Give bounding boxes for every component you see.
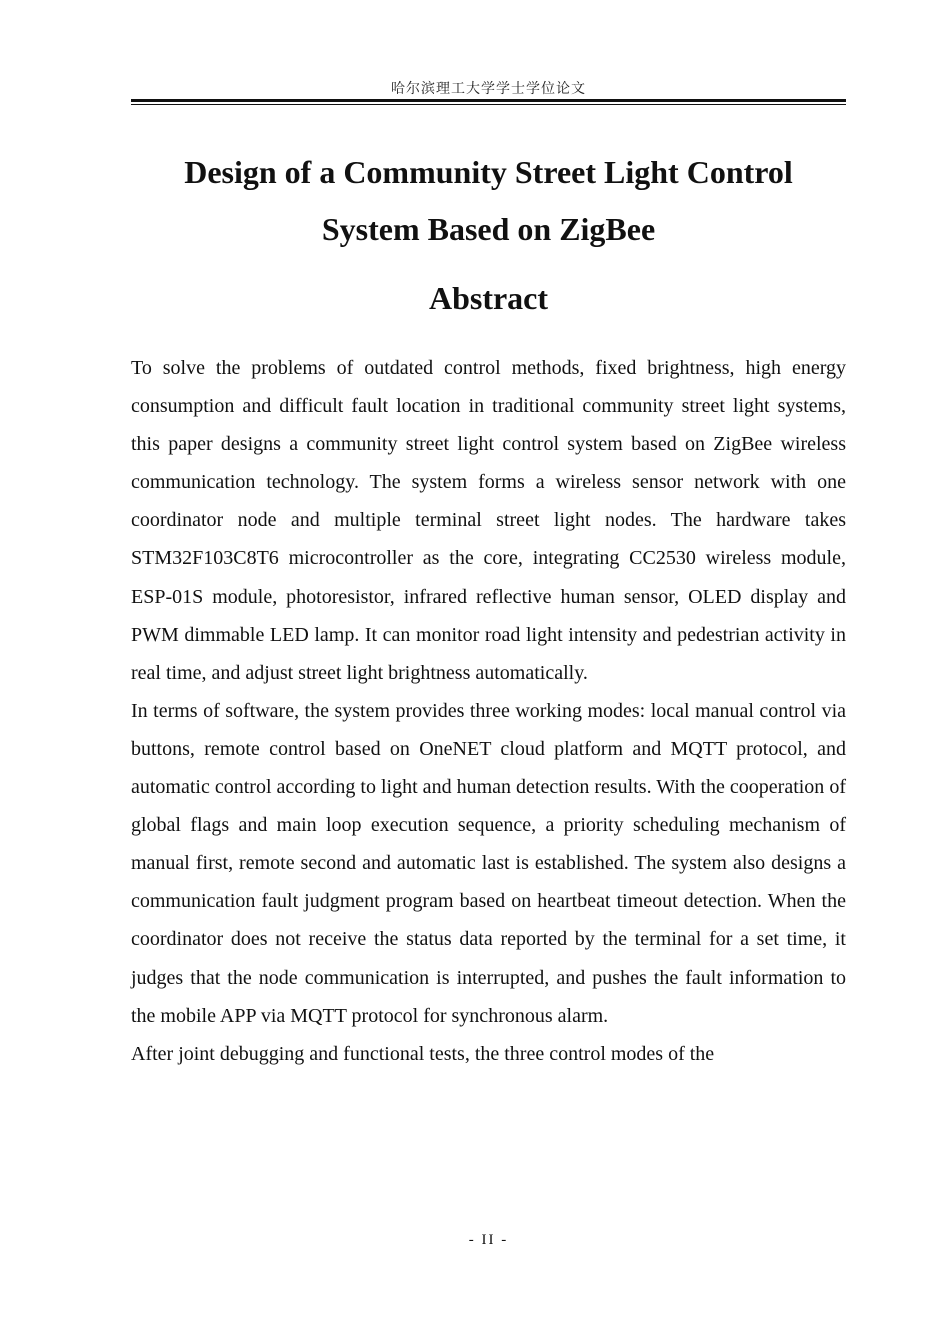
thesis-title-line1: Design of a Community Street Light Control	[184, 154, 793, 190]
abstract-body	[131, 349, 846, 1073]
thesis-title	[131, 144, 846, 258]
header-rule-thin	[131, 104, 846, 105]
thesis-title-line2: System Based on ZigBee	[321, 211, 656, 247]
abstract-paragraph-2: In terms of software, the system provides three working modes: local manual control via buttons, remote control based on OneNET cloud platform and MQTT protocol, and automatic control according to light and human detection results. With the cooperation of global flags and main loop execution sequence, a priority scheduling mechanism of manual first, remote second and automatic last is established. The system also designs a communication fault judgment program based on heartbeat timeout detection. When the coordinator does not receive the status data reported by the terminal for a set time, it judges that the node communication is interrupted, and pushes the fault information to the mobile APP via MQTT protocol for synchronous alarm.	[131, 699, 846, 1027]
header-rule-thick	[131, 99, 846, 102]
abstract-paragraph-3: After joint debugging and functional tests, the three control modes of the	[131, 1042, 715, 1065]
page-number: - II -	[468, 1232, 509, 1248]
abstract-heading: Abstract	[428, 280, 549, 316]
running-header: 哈尔滨理工大学学士学位论文	[391, 81, 586, 97]
abstract-paragraph-1: To solve the problems of outdated control methods, fixed brightness, high energy consumption and difficult fault location in traditional community street light systems, this paper designs a community street light control system based on ZigBee wireless communication technology. The system forms a wireless sensor network with one coordinator node and multiple terminal street light nodes. The hardware takes STM32F103C8T6 microcontroller as the core, integrating CC2530 wireless module, ESP-01S module, photoresistor, infrared reflective human sensor, OLED display and PWM dimmable LED lamp. It can monitor road light intensity and pedestrian activity in real time, and adjust street light brightness automatically.	[131, 357, 846, 684]
